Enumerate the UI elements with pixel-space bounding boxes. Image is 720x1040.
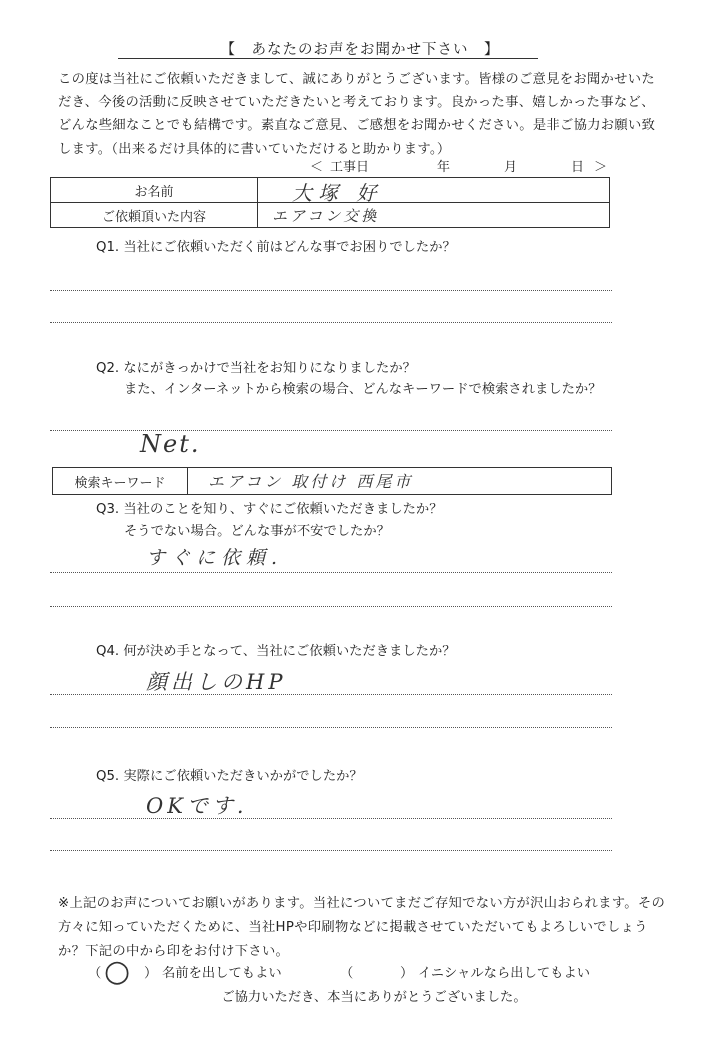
q3-question: Q3. 当社のことを知り、すぐにご依頼いただきましたか？ <box>96 502 443 517</box>
name-row <box>51 178 610 203</box>
option-name-label: 名前を出してもよい <box>162 966 282 981</box>
option-initial-open-paren: （ <box>340 966 354 981</box>
search-keyword-value: エアコン 取付け 西尾市 <box>208 472 414 491</box>
q2-question: Q2. なにがきっかけで当社をお知りになりましたか？ <box>96 361 416 376</box>
option-initial-label: イニシャルなら出してもよい <box>418 966 591 981</box>
q2-answer: Net. <box>140 430 201 458</box>
q4-answer: 顔出しのHP <box>146 670 287 694</box>
answer-line <box>50 694 612 695</box>
q5-question: Q5. 実際にご依頼いただきいかがでしたか？ <box>96 769 363 784</box>
answer-line <box>50 818 612 819</box>
publication-request-note: ※上記のお声についてお願いがあります。当社についてまだご存知でない方が沢山おられます。その方々に知っていただくために、当社HPや印刷物などに掲載させていただいてもよろしいでしょうか？下記の中から印をお付け下さい。 <box>58 896 666 959</box>
q3-answer: すぐに依頼. <box>146 547 284 569</box>
name-value: 大塚 好 <box>292 181 383 205</box>
survey-title: 【 あなたのお声をお聞かせ下さい 】 <box>220 42 500 58</box>
q2-question-sub: また、インターネットから検索の場合、どんなキーワードで検索されましたか？ <box>124 382 602 397</box>
q5-answer: OKです. <box>146 794 248 818</box>
option-name-mark[interactable]: ○ <box>104 954 131 989</box>
answer-line <box>50 850 612 851</box>
answer-line <box>50 572 612 573</box>
request-label: ご依頼頂いた内容 <box>51 203 258 228</box>
option-initial-close-paren: ） <box>400 966 414 981</box>
q1-question: Q1. 当社にご依頼いただく前はどんな事でお困りでしたか？ <box>96 240 456 255</box>
request-row <box>51 203 610 228</box>
date-month-label: 月 <box>504 160 518 175</box>
date-year-label: 年 <box>437 160 451 175</box>
q4-question: Q4. 何が決め手となって、当社にご依頼いただきましたか？ <box>96 644 456 659</box>
q3-question-sub: そうでない場合。どんな事が不安でしたか？ <box>124 524 390 539</box>
customer-info-table <box>50 177 610 228</box>
thanks-message: ご協力いただき、本当にありがとうございました。 <box>221 990 527 1005</box>
option-name-close-paren: ） <box>144 966 158 981</box>
name-label: お名前 <box>51 178 258 203</box>
search-keyword-table <box>52 467 612 495</box>
answer-line <box>50 290 612 291</box>
title-underline <box>118 58 538 59</box>
answer-line <box>50 606 612 607</box>
construction-date-label: 工事日 <box>330 160 370 175</box>
answer-line <box>50 430 612 431</box>
request-value: エアコン交換 <box>272 207 380 225</box>
date-close-bracket: ＞ <box>594 160 608 175</box>
intro-paragraph: この度は当社にご依頼いただきまして、誠にありがとうございます。皆様のご意見をお聞かせいただき、今後の活動に反映させていただきたいと考えております。良かった事、嬉しかった事など、どんな些細なことでも結構です。素直なご意見、ご感想をお聞かせください。是非ご協力お願い致します。（出来るだけ具体的に書いていただけると助かります。） <box>58 72 656 157</box>
answer-line <box>50 322 612 323</box>
option-name-open-paren: （ <box>88 966 102 981</box>
date-open-bracket: ＜ <box>310 160 324 175</box>
search-keyword-label: 検索キーワード <box>53 468 188 495</box>
date-day-label: 日 <box>571 160 585 175</box>
answer-line <box>50 727 612 728</box>
